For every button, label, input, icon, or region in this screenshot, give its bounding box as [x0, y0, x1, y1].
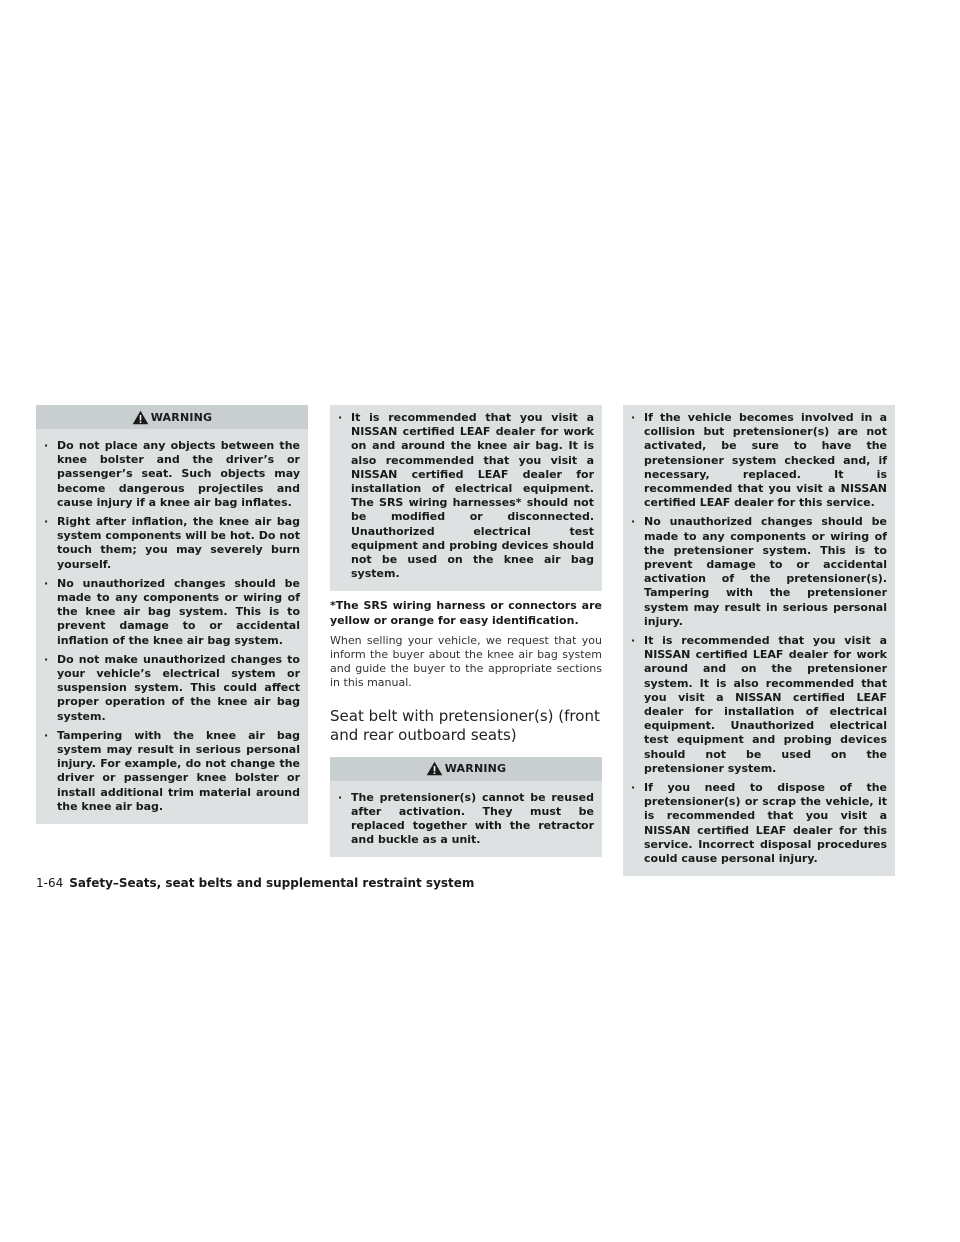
warning-item: [44, 577, 300, 648]
warning-item: [631, 515, 887, 629]
page-number: 1-64: [36, 876, 64, 890]
warning-list: [338, 791, 594, 848]
bullet: ·: [44, 652, 49, 666]
column-3: [623, 405, 895, 876]
bullet: ·: [44, 515, 49, 529]
warning-item-text: It is recommended that you visit a NISSAN certified LEAF dealer for work around and on the pretensioner system. It is also recommended that you visit a NISSAN certified LEAF dealer for installation of electrical equipment. Unauthorized electrical test equipment and probing devices should not be used on the pretensioner system.: [644, 634, 887, 775]
bullet: ·: [631, 411, 636, 424]
bullet: ·: [631, 634, 636, 648]
bullet: ·: [44, 728, 49, 742]
warning-list: [631, 411, 887, 866]
bullet: ·: [631, 781, 636, 795]
page-footer: [36, 876, 474, 890]
srs-footnote: *The SRS wiring harness or connectors are yellow or orange for easy identification.: [330, 599, 602, 627]
column-2: [330, 405, 602, 857]
warning-label: WARNING: [444, 762, 507, 776]
pretensioner-warning-continued: [623, 405, 895, 876]
section-heading: Seat belt with pretensioner(s) (front and rear outboard seats): [330, 706, 600, 744]
warning-list: [338, 411, 594, 581]
warning-header: [330, 757, 602, 781]
bullet: ·: [44, 576, 49, 590]
warning-item-text: If you need to dispose of the pretensioner(s) or scrap the vehicle, it is recommended that you visit a NISSAN certified LEAF dealer for this service. Incorrect disposal procedures could cause personal injury.: [644, 781, 887, 866]
warning-header: [36, 405, 308, 429]
warning-item-text: Do not make unauthorized changes to your vehicle’s electrical system or suspension system. This could affect proper operation of the knee air bag system.: [57, 652, 300, 723]
warning-item-text: No unauthorized changes should be made to any components or wiring of the knee air bag system. This is to prevent damage to or accidental inflation of the knee air bag system.: [57, 576, 300, 647]
warning-item-text: Tampering with the knee air bag system may result in serious personal injury. For example, do not change the driver or passenger knee bolster or install additional trim material around the knee air bag.: [57, 728, 300, 813]
warning-label: WARNING: [150, 410, 213, 424]
chapter-title: Safety–Seats, seat belts and supplemental restraint system: [69, 876, 475, 890]
warning-item: [631, 634, 887, 776]
warning-item: [44, 515, 300, 572]
warning-triangle-icon: [426, 761, 443, 776]
bullet: ·: [338, 790, 343, 804]
warning-item: [44, 729, 300, 814]
bullet: ·: [44, 439, 49, 452]
warning-triangle-icon: [132, 410, 149, 425]
pretensioner-warning-box: [330, 757, 602, 858]
warning-item: [338, 791, 594, 848]
warning-item-text: The pretensioner(s) cannot be reused after activation. They must be replaced together with the retractor and buckle as a unit.: [351, 790, 594, 847]
warning-item: [44, 653, 300, 724]
warning-item: [44, 439, 300, 510]
knee-airbag-warning-continued: [330, 405, 602, 591]
warning-list: [44, 439, 300, 814]
warning-item-text: Right after inflation, the knee air bag system components will be hot. Do not touch them; you may severely burn yourself.: [57, 515, 300, 571]
warning-item: [338, 411, 594, 581]
knee-airbag-warning-box: [36, 405, 308, 824]
warning-item: [631, 781, 887, 866]
column-1: [36, 405, 308, 824]
warning-item-text: Do not place any objects between the knee bolster and the driver’s or passenger’s seat. Such objects may become dangerous projectiles and cause injury if a knee air bag inflates.: [57, 439, 300, 509]
bullet: ·: [631, 515, 636, 529]
bullet: ·: [338, 411, 343, 424]
selling-vehicle-paragraph: When selling your vehicle, we request that you inform the buyer about the knee air bag system and guide the buyer to the appropriate sections in this manual.: [330, 633, 602, 690]
warning-item-text: No unauthorized changes should be made to any components or wiring of the pretensioner system. This is to prevent damage to or accidental activation of the pretensioner(s). Tampering with the pretensioner system may result in serious personal injury.: [644, 515, 887, 628]
warning-item-text: If the vehicle becomes involved in a collision but pretensioner(s) are not activated, be sure to have the pretensioner system checked and, if necessary, replaced. It is recommended that you visit a NISSAN certified LEAF dealer for this service.: [644, 411, 887, 510]
warning-item-text: It is recommended that you visit a NISSAN certified LEAF dealer for work on and around the knee air bag. It is also recommended that you visit a NISSAN certified LEAF dealer for installation of electrical equipment. The SRS wiring harnesses* should not be modified or disconnected. Unauthorized electrical test equipment and probing devices should not be used on the knee air bag system.: [351, 411, 594, 581]
warning-item: [631, 411, 887, 510]
